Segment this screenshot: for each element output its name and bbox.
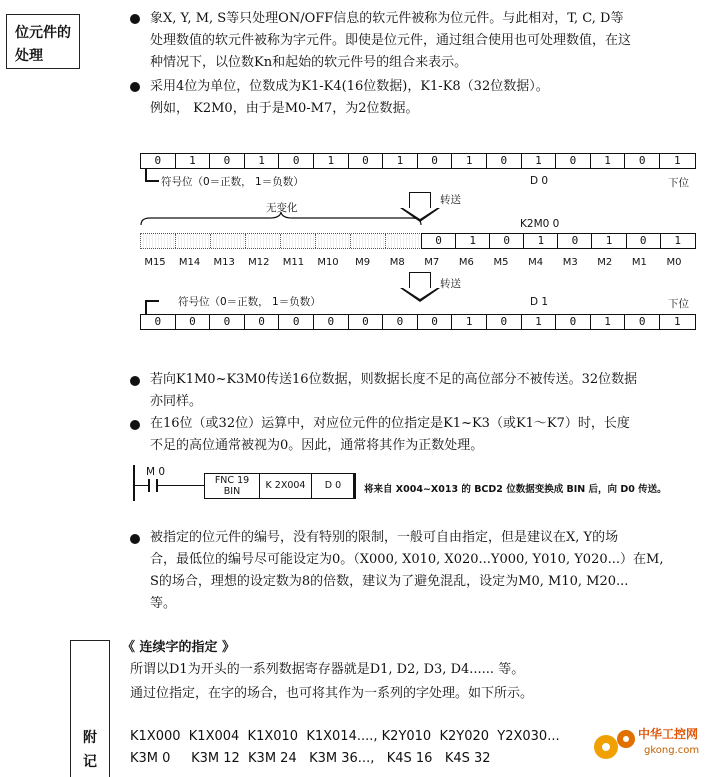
transfer-label-2: 转送 bbox=[440, 278, 461, 290]
bit-cell: 1 bbox=[176, 154, 211, 168]
sign-pointer-line bbox=[145, 300, 159, 302]
ladder-operand-2: D 0 bbox=[324, 480, 342, 491]
ladder-left-rail bbox=[133, 465, 135, 501]
watermark-url: gkong.com bbox=[644, 745, 700, 756]
ladder-instruction-box bbox=[204, 473, 354, 499]
bit-cell: 0 bbox=[210, 315, 245, 329]
bit-cell: 0 bbox=[210, 154, 245, 168]
m-bit-label: M13 bbox=[213, 257, 235, 268]
last-bullet bbox=[150, 527, 710, 615]
text-line: 象X, Y, M, S等只处理ON/OFF信息的软元件被称为位元件。与此相对，T, C, D等 bbox=[150, 11, 624, 26]
fnc-code: FNC 19 bbox=[214, 475, 250, 486]
bit-cell: 0 bbox=[141, 154, 176, 168]
appendix-tab-line1: 附 bbox=[83, 730, 97, 746]
watermark-title: 中华工控网 bbox=[638, 727, 699, 741]
appendix-example-2: K3M 0 K3M 12 K3M 24 K3M 36..., K4S 16 K4S 32 bbox=[130, 751, 491, 766]
bit-cell: 1 bbox=[522, 154, 557, 168]
bullet-dot bbox=[130, 420, 140, 430]
section-title-line2: 处理 bbox=[15, 48, 43, 64]
m-bit-label: M14 bbox=[178, 257, 201, 268]
transfer-arrow-icon bbox=[409, 192, 431, 208]
bit-cell bbox=[246, 234, 281, 248]
bit-cell bbox=[281, 234, 316, 248]
bit-cell bbox=[386, 234, 421, 248]
text-line: 被指定的位元件的编号，没有特别的限制，一般可自由指定，但是建议在X, Y的场 bbox=[150, 530, 619, 545]
d1-label: D 1 bbox=[530, 296, 549, 308]
m-bit-label: M0 bbox=[666, 257, 682, 268]
m-bit-label: M15 bbox=[144, 257, 166, 268]
bit-cell: 0 bbox=[627, 234, 661, 248]
bullet-dot bbox=[130, 14, 140, 24]
d1-register bbox=[140, 314, 696, 330]
bit-cell: 1 bbox=[591, 315, 626, 329]
bit-cell: 0 bbox=[383, 315, 418, 329]
d0-label: D 0 bbox=[530, 175, 549, 187]
ladder-rung-line bbox=[134, 485, 204, 486]
bullet-dot bbox=[130, 534, 140, 544]
bit-cell: 1 bbox=[591, 154, 626, 168]
m-bit-label: M10 bbox=[317, 257, 339, 268]
no-change-brace-icon bbox=[140, 212, 422, 226]
bit-cell: 0 bbox=[487, 315, 522, 329]
intro-bullet-2 bbox=[150, 76, 710, 120]
gear-icon bbox=[588, 723, 644, 769]
m-high-bits-unchanged bbox=[140, 233, 422, 249]
bit-cell: 0 bbox=[349, 154, 384, 168]
low-bit-label-top: 下位 bbox=[668, 177, 689, 189]
bit-cell: 0 bbox=[279, 315, 314, 329]
transfer-label-1: 转送 bbox=[440, 194, 461, 206]
text-line: 处理数值的软元件被称为字元件。即使是位元件，通过组合使用也可处理数值，在这 bbox=[150, 33, 632, 48]
m-bit-label: M11 bbox=[282, 257, 305, 268]
bit-cell: 1 bbox=[383, 154, 418, 168]
text-line: 合，最低位的编号尽可能设定为0。（X000, X010, X020...Y000, Y010, Y020...）在M, bbox=[150, 552, 664, 567]
m-bit-label: M7 bbox=[424, 257, 440, 268]
m-bit-label: M2 bbox=[597, 257, 613, 268]
sign-pointer-line bbox=[145, 300, 147, 314]
bit-cell: 0 bbox=[487, 154, 522, 168]
bit-cell bbox=[351, 234, 386, 248]
appendix-example-1: K1X000 K1X004 K1X010 K1X014...., K2Y010 K2Y020 Y2X030... bbox=[130, 729, 560, 744]
bit-cell: 0 bbox=[418, 154, 453, 168]
text-line: 在16位（或32位）运算中，对应位元件的位指定是K1~K3（或K1～K7）时，长度 bbox=[150, 416, 630, 431]
intro-bullet-1 bbox=[150, 8, 710, 74]
transfer-arrow-icon bbox=[409, 272, 431, 288]
d0-register bbox=[140, 153, 696, 169]
no-change-label: 无变化 bbox=[266, 202, 298, 214]
m-bit-label: M6 bbox=[458, 257, 474, 268]
bit-cell: 1 bbox=[456, 234, 490, 248]
bit-cell: 0 bbox=[176, 315, 211, 329]
contact-bar-icon bbox=[156, 479, 158, 492]
bit-cell: 1 bbox=[245, 154, 280, 168]
m-bit-label: M5 bbox=[493, 257, 509, 268]
ladder-note: 将来自 X004~X013 的 BCD2 位数据变换成 BIN 后，向 D0 传送。 bbox=[364, 484, 667, 495]
bit-cell: 1 bbox=[674, 234, 682, 247]
mid-bullet-2 bbox=[150, 413, 710, 457]
m-bit-label: M4 bbox=[528, 257, 544, 268]
text-line: 不足的高位通常被视为0。因此，通常将其作为正数处理。 bbox=[150, 438, 484, 453]
text-line: S的场合，理想的设定数为8的倍数，建议为了避免混乱，设定为M0, M10, M20... bbox=[150, 574, 629, 589]
text-line: 采用4位为单位，位数成为K1-K4(16位数据)，K1-K8（32位数据）。 bbox=[150, 79, 549, 94]
bit-cell: 1 bbox=[314, 154, 349, 168]
appendix-tab bbox=[70, 640, 110, 777]
bit-cell: 1 bbox=[452, 154, 487, 168]
mid-bullet-1 bbox=[150, 369, 710, 413]
text-line: 种情况下，以位数Kn和起始的软元件号的组合来表示。 bbox=[150, 55, 468, 70]
k2m0-label: K2M0 0 bbox=[520, 218, 560, 230]
bit-cell: 1 bbox=[524, 234, 558, 248]
bit-cell: 0 bbox=[418, 315, 453, 329]
text-line: 亦同样。 bbox=[150, 394, 203, 409]
bit-cell: 0 bbox=[490, 234, 524, 248]
text-line: 若向K1M0~K3M0传送16位数据，则数据长度不足的高位部分不被传送。32位数据 bbox=[150, 372, 638, 387]
bit-cell bbox=[211, 234, 246, 248]
sign-note-top: 符号位（0＝正数， 1＝负数） bbox=[161, 176, 304, 188]
appendix-line1: 所谓以D1为开头的一系列数据寄存器就是D1, D2, D3, D4...... 等。 bbox=[130, 662, 525, 677]
m-bit-label: M12 bbox=[248, 257, 270, 268]
bit-cell: 1 bbox=[522, 315, 557, 329]
bit-cell: 0 bbox=[314, 315, 349, 329]
section-title-box bbox=[6, 14, 80, 69]
m-bit-label: M1 bbox=[631, 257, 647, 268]
low-bit-label-bottom: 下位 bbox=[668, 298, 689, 310]
bit-cell: 1 bbox=[593, 234, 627, 248]
m-bit-label: M9 bbox=[355, 257, 371, 268]
section-title-line1: 位元件的 bbox=[15, 25, 71, 41]
watermark-logo bbox=[588, 717, 716, 773]
bit-cell: 0 bbox=[422, 234, 456, 248]
sign-pointer-line bbox=[145, 180, 159, 182]
bit-cell: 0 bbox=[141, 315, 176, 329]
bit-cell bbox=[316, 234, 351, 248]
text-line: 等。 bbox=[150, 596, 177, 611]
ladder-right-rail bbox=[354, 473, 356, 499]
m-bit-label: M3 bbox=[562, 257, 578, 268]
bit-cell bbox=[176, 234, 211, 248]
bit-cell: 0 bbox=[245, 315, 280, 329]
bit-cell: 0 bbox=[556, 154, 591, 168]
bit-cell: 0 bbox=[625, 315, 660, 329]
appendix-heading: 《 连续字的指定 》 bbox=[122, 640, 236, 655]
appendix-tab-line2: 记 bbox=[83, 754, 97, 770]
bullet-dot bbox=[130, 376, 140, 386]
text-line: 例如， K2M0，由于是M0-M7，为2位数据。 bbox=[150, 101, 419, 116]
m-bit-label: M8 bbox=[389, 257, 405, 268]
bit-cell: 0 bbox=[625, 154, 660, 168]
ladder-contact-label: M 0 bbox=[146, 466, 166, 478]
bit-cell: 1 bbox=[673, 315, 681, 328]
appendix-line2: 通过位指定，在字的场合，也可将其作为一系列的字处理。如下所示。 bbox=[130, 686, 534, 701]
bit-cell: 1 bbox=[673, 154, 681, 167]
ladder-operand-1: K 2X004 bbox=[265, 480, 306, 491]
bit-cell: 0 bbox=[558, 234, 592, 248]
bit-cell: 0 bbox=[279, 154, 314, 168]
bit-cell: 0 bbox=[349, 315, 384, 329]
bit-cell: 1 bbox=[452, 315, 487, 329]
m-low-bits-register bbox=[421, 233, 696, 249]
bit-cell bbox=[141, 234, 176, 248]
sign-note-bottom: 符号位（0＝正数， 1＝负数） bbox=[178, 296, 321, 308]
bit-cell: 0 bbox=[556, 315, 591, 329]
fnc-name: BIN bbox=[223, 486, 241, 497]
bullet-dot bbox=[130, 82, 140, 92]
